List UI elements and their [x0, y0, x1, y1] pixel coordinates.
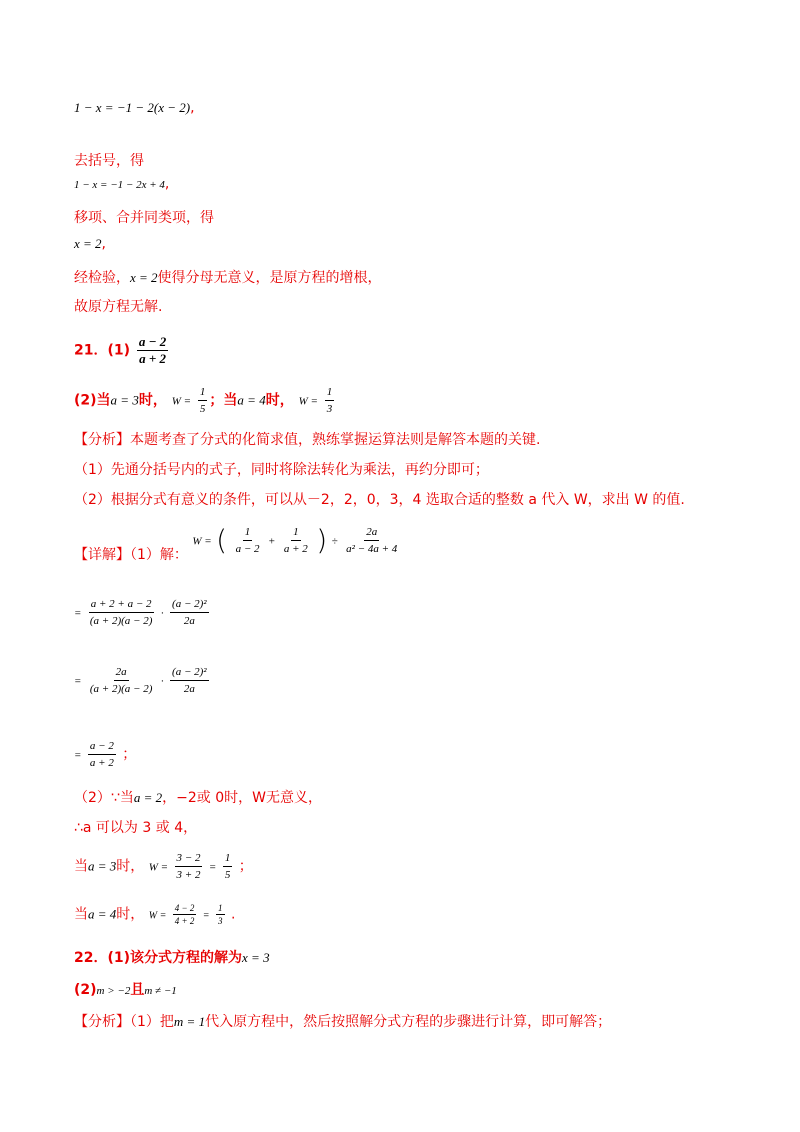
inequality: m ≠ −1: [144, 985, 177, 997]
right-paren: ): [316, 523, 328, 557]
fraction: [344, 524, 399, 557]
analysis-text: 代入原方程中，然后按照解分式方程的步骤进行计算，即可解答；: [205, 1014, 612, 1030]
denominator: a + 2: [139, 351, 167, 366]
fraction: [170, 596, 209, 629]
numerator: a − 2: [88, 738, 116, 755]
numerator: 4 − 2: [174, 903, 195, 913]
fraction: [173, 902, 197, 927]
question-label: 22．(1)该分式方程的解为: [74, 950, 243, 966]
when-text: 时，: [265, 392, 294, 409]
numerator: 2a: [364, 524, 379, 541]
denominator: 4 + 2: [174, 916, 195, 926]
analysis-line-3: （2）根据分式有意义的条件，可以从－2，2，0，3，4 选取合适的整数 a 代入 W，求出 W 的值.: [74, 492, 685, 508]
punctuation: ；: [238, 858, 253, 875]
fraction: [88, 664, 155, 697]
inequality: m > −2: [96, 985, 131, 997]
denominator: (a + 2)(a − 2): [89, 683, 153, 695]
part-2-prefix: （2）∵当: [74, 790, 134, 806]
denominator: 2a: [183, 615, 195, 627]
verification-prefix: 经检验，: [74, 270, 130, 286]
operator: =: [74, 675, 82, 688]
fraction: [325, 384, 335, 417]
fraction: [282, 524, 310, 557]
operator: =: [202, 910, 210, 922]
operator: =: [74, 749, 82, 762]
operator: +: [267, 535, 276, 548]
fraction: [88, 738, 116, 771]
fraction: [88, 596, 155, 629]
operator: ÷: [331, 535, 338, 548]
verification-line: [74, 268, 382, 288]
part-2-line-1: [74, 788, 322, 808]
fraction: [216, 902, 225, 927]
denominator: (a + 2)(a − 2): [89, 615, 153, 627]
numerator: a − 2: [138, 334, 167, 349]
case-a-4: [74, 902, 235, 927]
question-22-answer-2: [74, 980, 177, 1001]
analysis-prefix: 【分析】（1）把: [74, 1014, 174, 1030]
equation: m = 1: [173, 1014, 206, 1029]
answer-label: (2): [74, 982, 97, 998]
step-remove-brackets: 去括号，得: [74, 153, 144, 169]
fraction: [137, 334, 168, 367]
variable-W: W =: [148, 861, 169, 874]
numerator: 1: [325, 384, 335, 401]
denominator: 3 + 2: [176, 869, 201, 881]
equation-line-1: [74, 98, 195, 118]
when-text: 时，: [116, 906, 145, 923]
simplify-step-2: [74, 664, 211, 697]
denominator: 2a: [183, 683, 195, 695]
numerator: a + 2 + a − 2: [89, 596, 154, 613]
punctuation: ,: [190, 100, 195, 116]
operator: =: [74, 607, 82, 620]
when-prefix: 当: [74, 906, 88, 923]
denominator: 5: [224, 869, 231, 881]
variable-a: a = 4: [88, 906, 117, 922]
when-text: 时，: [116, 858, 145, 875]
case-a-3: [74, 850, 253, 883]
punctuation: .: [230, 906, 236, 923]
fraction: [175, 850, 203, 883]
denominator: 3: [218, 916, 223, 926]
left-paren: (: [216, 523, 228, 557]
variable-a: a = 3: [110, 392, 139, 408]
operator: ·: [160, 607, 164, 620]
part-2-line-2: ∴a 可以为 3 或 4，: [74, 820, 198, 836]
denominator: a + 2: [89, 757, 114, 769]
equation: x = 2: [74, 236, 102, 251]
denominator: a − 2: [235, 543, 260, 555]
part-2-text: ，−2或 0时，W无意义，: [162, 790, 322, 806]
answer-label: (2)当: [74, 392, 111, 409]
question-21-answer-2: [74, 384, 336, 417]
fraction: [223, 850, 233, 883]
analysis-line-1: 【分析】本题考查了分式的化简求值，熟练掌握运算法则是解答本题的关键.: [74, 432, 541, 448]
numerator: 1: [291, 524, 301, 541]
equation: 1 − x = −1 − 2(x − 2): [74, 100, 191, 115]
question-label: 21．(1): [74, 342, 131, 359]
analysis-line-2: （1）先通分括号内的式子，同时将除法转化为乘法，再约分即可；: [74, 462, 489, 478]
fraction: [234, 524, 262, 557]
verification-text: 使得分母无意义，是原方程的增根，: [157, 270, 382, 286]
detail-label: 【详解】（1）解：: [74, 546, 188, 563]
variable-W: W =: [298, 395, 318, 408]
conclusion-line: 故原方程无解.: [74, 299, 163, 315]
numerator: 3 − 2: [175, 850, 203, 867]
numerator: 1: [243, 524, 253, 541]
fraction: [198, 384, 208, 417]
variable-W: W =: [171, 395, 192, 408]
numerator: 1: [218, 903, 223, 913]
operator: ·: [160, 675, 164, 688]
detail-line: [74, 523, 401, 563]
denominator: 3: [326, 403, 333, 415]
numerator: 1: [198, 384, 208, 401]
equation: x = 2: [130, 270, 158, 285]
punctuation: ；: [122, 746, 137, 763]
and-text: 且: [130, 982, 145, 998]
step-combine-terms: 移项、合并同类项，得: [74, 210, 214, 226]
numerator: (a − 2)²: [170, 664, 209, 681]
variable-W: W =: [148, 910, 167, 922]
operator: =: [208, 861, 217, 874]
punctuation: ,: [164, 176, 170, 192]
analysis-22-line: [74, 1012, 611, 1032]
numerator: 1: [223, 850, 233, 867]
equation: a = 2: [133, 790, 163, 805]
punctuation: ,: [101, 236, 106, 252]
fraction: [170, 664, 209, 697]
simplify-step-3: [74, 738, 136, 771]
equation-line-3: [74, 234, 106, 254]
equation: x = 3: [242, 950, 270, 965]
when-prefix: 当: [74, 858, 88, 875]
question-22-answer-1: [74, 948, 270, 968]
denominator: a² − 4a + 4: [346, 543, 398, 555]
separator: ；当: [209, 392, 238, 409]
denominator: 5: [199, 403, 206, 415]
variable-a: a = 3: [88, 858, 117, 874]
when-text: 时，: [138, 392, 167, 409]
question-21-answer-1: [74, 334, 170, 367]
equation: 1 − x = −1 − 2x + 4: [74, 179, 165, 191]
variable-W: W =: [192, 535, 212, 548]
numerator: 2a: [114, 664, 129, 681]
variable-a: a = 4: [237, 392, 266, 408]
simplify-step-1: [74, 596, 211, 629]
denominator: a + 2: [283, 543, 308, 555]
equation-line-2: [74, 174, 169, 195]
numerator: (a − 2)²: [170, 596, 209, 613]
